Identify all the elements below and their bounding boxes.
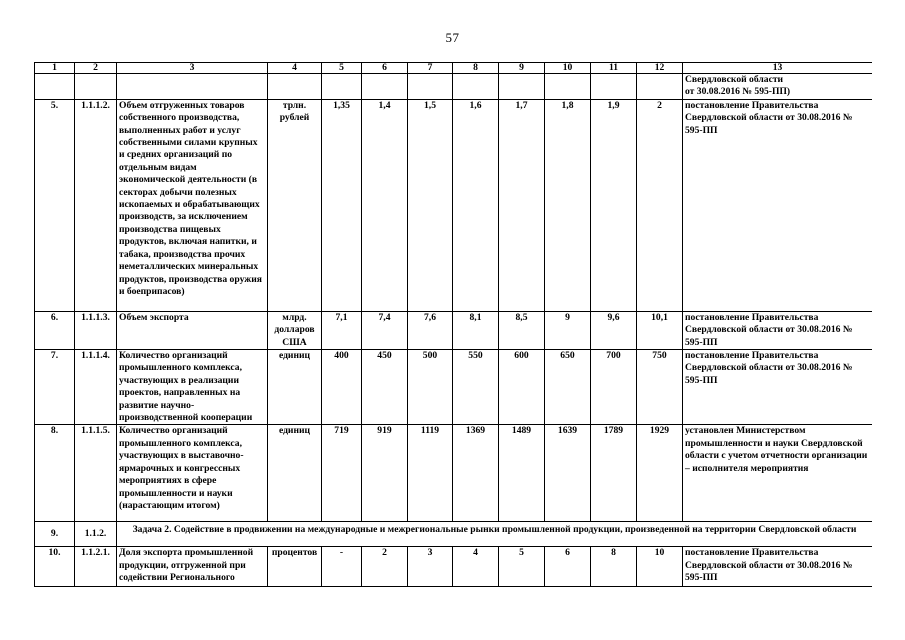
value-cell: 500 [408,350,453,425]
value-cell: 1639 [545,425,591,522]
row-code: 1.1.1.4. [75,350,117,425]
table-row [35,425,873,522]
column-header: 3 [117,63,268,74]
value-cell: 2 [362,547,408,587]
indicator-name: Объем экспорта [117,311,268,349]
indicators-table [34,62,872,587]
value-cell: 1489 [499,425,545,522]
unit-cell: единиц [268,350,322,425]
indicator-name: Доля экспорта промышленной продукции, отгруженной при содействии Регионального [117,547,268,587]
value-cell: 919 [362,425,408,522]
row-code: 1.1.1.2. [75,99,117,311]
table-row [35,99,873,311]
column-header: 8 [453,63,499,74]
task-row [35,522,873,547]
value-cell: 1,6 [453,99,499,311]
value-cell: 8 [591,547,637,587]
value-cell: 1,5 [408,99,453,311]
value-cell: 7,6 [408,311,453,349]
row-number: 6. [35,311,75,349]
value-cell: 719 [322,425,362,522]
column-header: 2 [75,63,117,74]
column-header: 11 [591,63,637,74]
source-cell: постановление Правительства Свердловской области от 30.08.2016 № 595-ПП [683,547,873,587]
column-header: 4 [268,63,322,74]
row-code: 1.1.2.1. [75,547,117,587]
value-cell: 1789 [591,425,637,522]
value-cell: 9 [545,311,591,349]
value-cell: 4 [453,547,499,587]
column-header: 12 [637,63,683,74]
row-number: 5. [35,99,75,311]
source-cell: постановление Правительства Свердловской области от 30.08.2016 № 595-ПП [683,99,873,311]
value-cell: 3 [408,547,453,587]
column-header: 5 [322,63,362,74]
value-cell: 1119 [408,425,453,522]
value-cell: 600 [499,350,545,425]
value-cell: 1,9 [591,99,637,311]
row-code: 1.1.1.3. [75,311,117,349]
value-cell: 6 [545,547,591,587]
value-cell: 750 [637,350,683,425]
value-cell: 7,4 [362,311,408,349]
value-cell: 1,8 [545,99,591,311]
value-cell: 1,7 [499,99,545,311]
value-cell: 1929 [637,425,683,522]
unit-cell: млрд. долларов США [268,311,322,349]
value-cell: 450 [362,350,408,425]
value-cell: 8,1 [453,311,499,349]
source-cell: постановление Правительства Свердловской области от 30.08.2016 № 595-ПП [683,350,873,425]
value-cell: 400 [322,350,362,425]
column-numbers-row [35,63,873,74]
row-number: 7. [35,350,75,425]
value-cell: - [322,547,362,587]
row-code: 1.1.2. [75,522,117,547]
value-cell: 2 [637,99,683,311]
column-header: 10 [545,63,591,74]
indicator-name: Количество организаций промышленного комплекса, участвующих в реализации проектов, направленных на развитие научно-производственной кооперации [117,350,268,425]
row-number: 10. [35,547,75,587]
source-cell: установлен Министерством промышленности и науки Свердловской области с учетом отчетности организации – исполнителя мероприятия [683,425,873,522]
source-cell: постановление Правительства Свердловской области от 30.08.2016 № 595-ПП [683,311,873,349]
indicators-table-wrapper [34,62,872,640]
table-row [35,311,873,349]
value-cell: 8,5 [499,311,545,349]
value-cell: 10 [637,547,683,587]
value-cell: 9,6 [591,311,637,349]
column-header: 9 [499,63,545,74]
row-number: 8. [35,425,75,522]
value-cell: 7,1 [322,311,362,349]
column-header: 13 [683,63,873,74]
unit-cell: процентов [268,547,322,587]
indicator-name: Объем отгруженных товаров собственного производства, выполненных работ и услуг собственными силами крупных и средних организаций по отдельным видам экономической деятельности (в секторах добычи полезных ископаемых и обрабатывающих производств, за исключением производства пищевых продуктов, включая напитки, и табака, производства прочих неметаллических минеральных продуктов, производства оружия и боеприпасов) [117,99,268,311]
table-row [35,547,873,587]
source-cell: Свердловской области от 30.08.2016 № 595-ПП) [683,74,873,100]
continuation-row [35,74,873,100]
unit-cell: единиц [268,425,322,522]
column-header: 1 [35,63,75,74]
task-heading: Задача 2. Содействие в продвижении на международные и межрегиональные рынки промышленной продукции, произведенной на территории Свердловской области [117,522,873,547]
value-cell: 1369 [453,425,499,522]
value-cell: 650 [545,350,591,425]
unit-cell: трлн. рублей [268,99,322,311]
value-cell: 550 [453,350,499,425]
column-header: 6 [362,63,408,74]
column-header: 7 [408,63,453,74]
row-number: 9. [35,522,75,547]
row-code: 1.1.1.5. [75,425,117,522]
table-row [35,350,873,425]
value-cell: 1,35 [322,99,362,311]
value-cell: 1,4 [362,99,408,311]
value-cell: 700 [591,350,637,425]
value-cell: 5 [499,547,545,587]
indicator-name: Количество организаций промышленного комплекса, участвующих в выставочно-ярмарочных и конгрессных мероприятиях в сфере промышленности и науки (нарастающим итогом) [117,425,268,522]
value-cell: 10,1 [637,311,683,349]
page-number: 57 [445,30,460,45]
